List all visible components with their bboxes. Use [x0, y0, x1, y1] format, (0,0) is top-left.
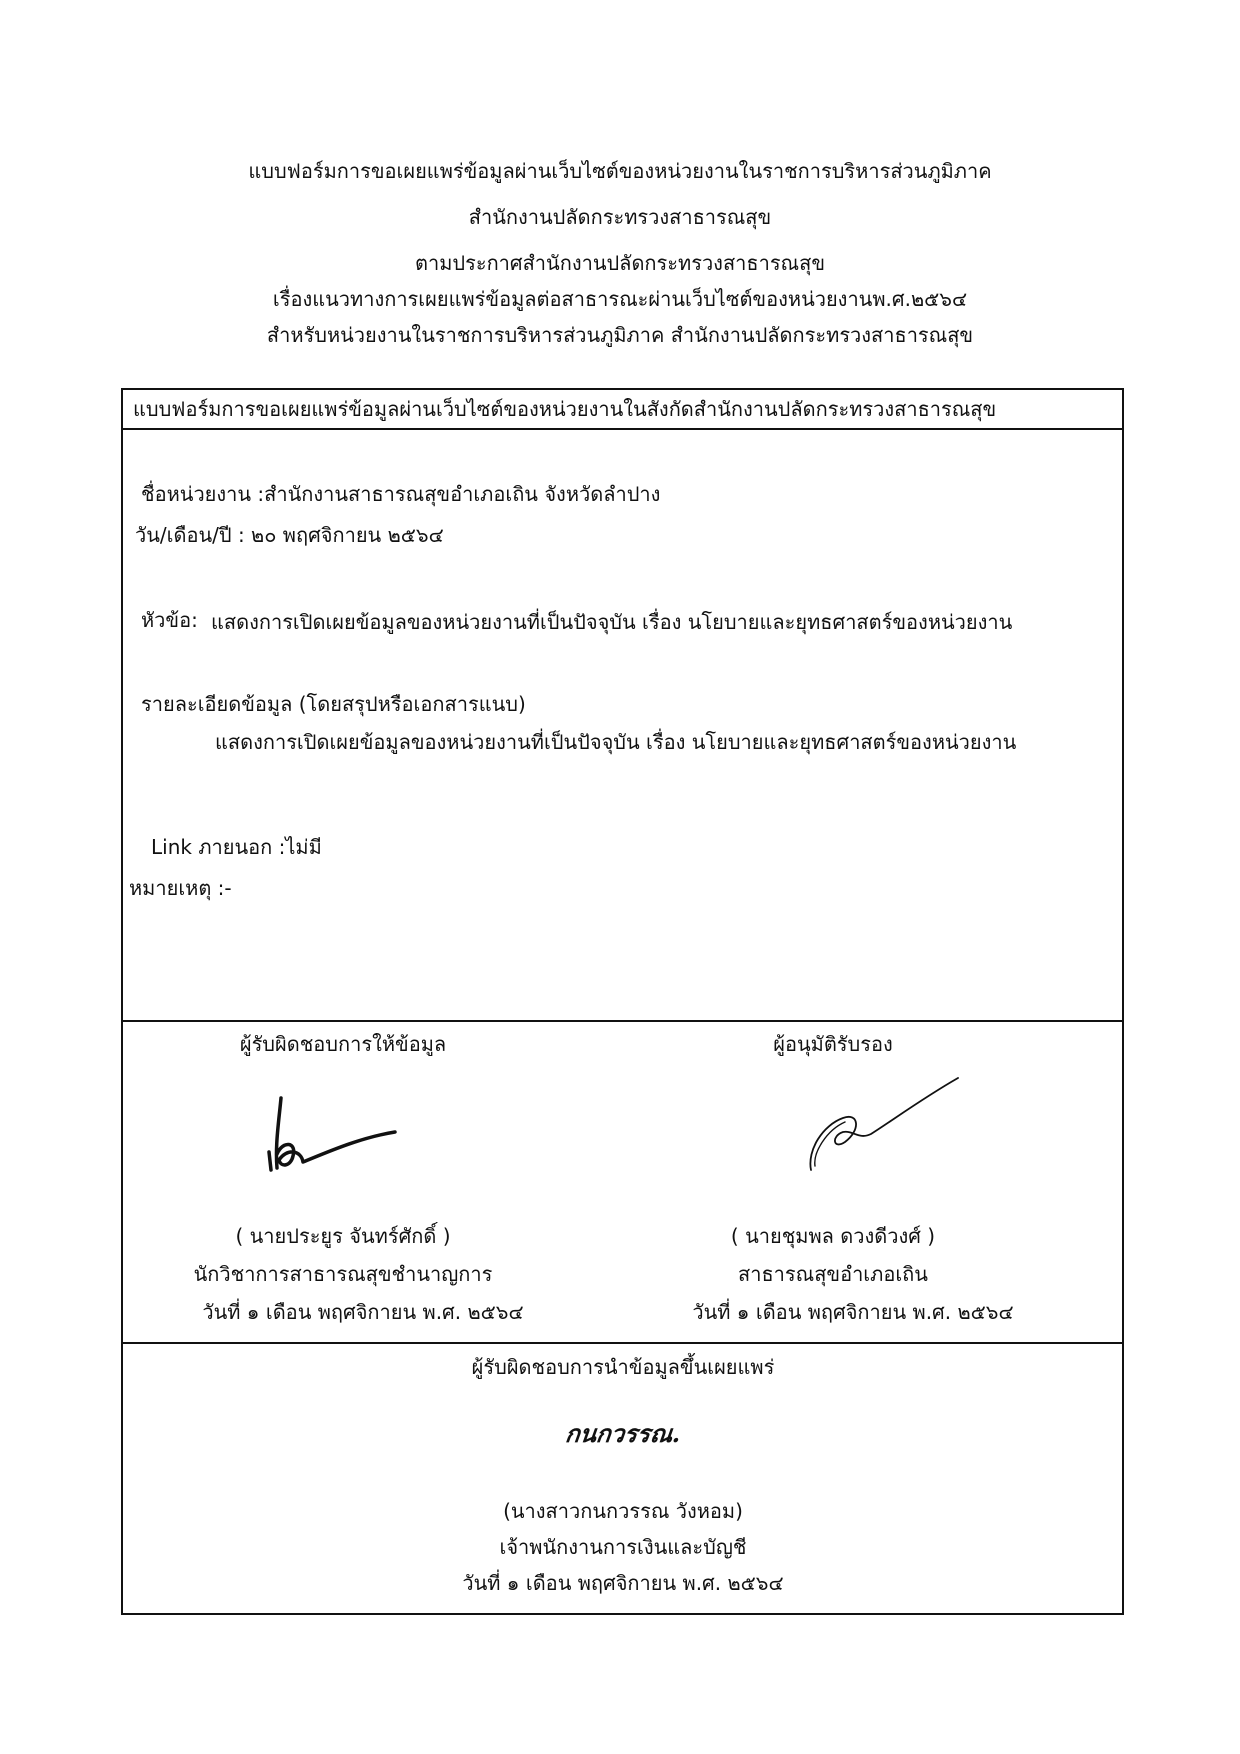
approver-date: วันที่ ๑ เดือน พฤศจิกายน พ.ศ. ๒๕๖๔	[692, 1300, 1014, 1324]
publisher-position: เจ้าพนักงานการเงินและบัญชี	[499, 1535, 747, 1559]
publisher-name: (นางสาวกนกวรรณ วังหอม)	[503, 1499, 743, 1523]
header-line-2: สำนักงานปลัดกระทรวงสาธารณสุข	[468, 205, 772, 229]
form-title: แบบฟอร์มการขอเผยแพร่ข้อมูลผ่านเว็บไซต์ของหน่วยงานในสังกัดสำนักงานปลัดกระทรวงสาธารณสุข	[133, 397, 997, 421]
title-divider	[123, 428, 1122, 430]
publisher-role: ผู้รับผิดชอบการนำข้อมูลขึ้นเผยแพร่	[471, 1355, 775, 1379]
details-label: รายละเอียดข้อมูล (โดยสรุปหรือเอกสารแนบ)	[141, 692, 526, 716]
header-line-5: สำหรับหน่วยงานในราชการบริหารส่วนภูมิภาค สำนักงานปลัดกระทรวงสาธารณสุข	[266, 323, 974, 347]
provider-name: ( นายประยูร จันทร์ศักดิ์ )	[235, 1224, 451, 1248]
provider-signature-icon	[263, 1090, 413, 1180]
provider-position: นักวิชาการสาธารณสุขชำนาญการ	[193, 1262, 493, 1286]
topic-value: แสดงการเปิดเผยข้อมูลของหน่วยงานที่เป็นปัจจุบัน เรื่อง นโยบายและยุทธศาสตร์ของหน่วยงาน	[211, 610, 1013, 634]
topic-label: หัวข้อ:	[141, 608, 198, 632]
details-value: แสดงการเปิดเผยข้อมูลของหน่วยงานที่เป็นปัจจุบัน เรื่อง นโยบายและยุทธศาสตร์ของหน่วยงาน	[215, 730, 1017, 754]
form-date: วัน/เดือน/ปี : ๒๐ พฤศจิกายน ๒๕๖๔	[135, 523, 444, 547]
form-frame	[121, 388, 1124, 1615]
agency-name: ชื่อหน่วยงาน :สำนักงานสาธารณสุขอำเภอเถิน จังหวัดลำปาง	[141, 482, 661, 506]
provider-role: ผู้รับผิดชอบการให้ข้อมูล	[239, 1032, 447, 1056]
remark: หมายเหตุ :-	[129, 876, 232, 900]
approver-role: ผู้อนุมัติรับรอง	[773, 1032, 893, 1056]
publisher-date: วันที่ ๑ เดือน พฤศจิกายน พ.ศ. ๒๕๖๔	[462, 1571, 784, 1595]
approver-position: สาธารณสุขอำเภอเถิน	[738, 1262, 928, 1286]
publisher-signature: กนกวรรณ.	[563, 1419, 683, 1448]
external-link: Link ภายนอก :ไม่มี	[151, 835, 322, 859]
header-line-4: เรื่องแนวทางการเผยแพร่ข้อมูลต่อสาธารณะผ่านเว็บไซต์ของหน่วยงานพ.ศ.๒๕๖๔	[272, 287, 968, 311]
approver-name: ( นายชุมพล ดวงดีวงศ์ )	[730, 1224, 936, 1248]
approver-signature-icon	[803, 1070, 973, 1180]
header-line-3: ตามประกาศสำนักงานปลัดกระทรวงสาธารณสุข	[414, 251, 825, 275]
provider-date: วันที่ ๑ เดือน พฤศจิกายน พ.ศ. ๒๕๖๔	[202, 1300, 524, 1324]
header-line-1: แบบฟอร์มการขอเผยแพร่ข้อมูลผ่านเว็บไซต์ของหน่วยงานในราชการบริหารส่วนภูมิภาค	[248, 159, 992, 183]
signature-divider	[123, 1342, 1122, 1344]
content-divider	[123, 1020, 1122, 1022]
